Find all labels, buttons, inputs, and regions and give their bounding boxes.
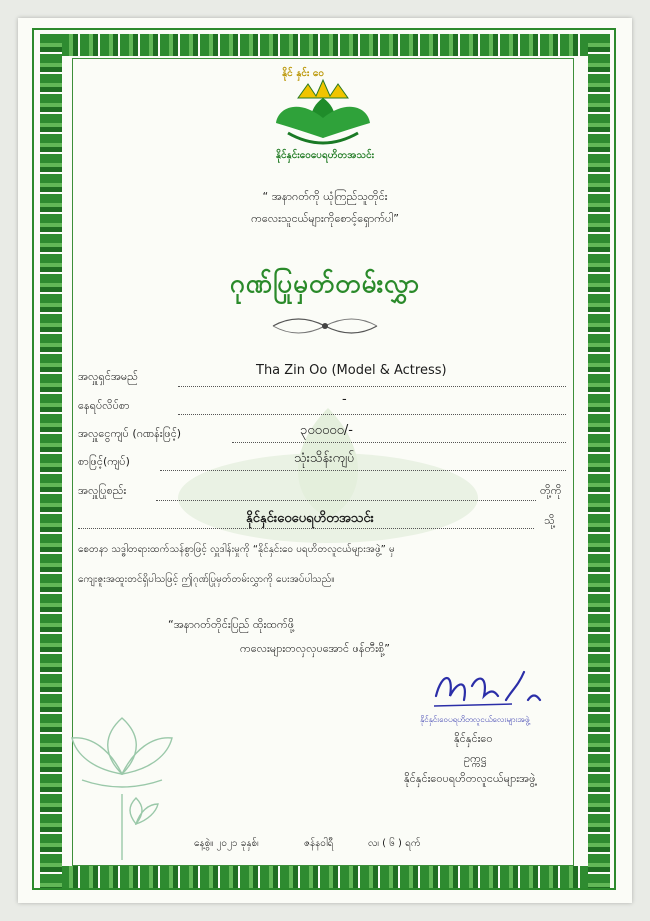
lotus-crown-logo bbox=[268, 78, 378, 148]
donor-name-line bbox=[178, 386, 566, 387]
org-line-suffix: သို့ bbox=[544, 514, 555, 527]
bottom-leaf-border bbox=[40, 866, 610, 888]
lotus-decoration bbox=[62, 714, 192, 864]
amount-words-line bbox=[160, 470, 566, 471]
amount-words-value: သုံးသိန်းကျပ် bbox=[294, 451, 355, 466]
address-label: နေရပ်လိပ်စာ bbox=[78, 399, 130, 412]
amount-number-line bbox=[232, 442, 566, 443]
amount-words-label: စာဖြင့်(ကျပ်) bbox=[78, 455, 130, 468]
signature-stamp: နိုင်နှင်းဝေပရဟိတလူငယ်လေးများအဖွဲ့ bbox=[420, 715, 530, 724]
donor-name-value: Tha Zin Oo (Model & Actress) bbox=[256, 363, 447, 378]
address-line bbox=[178, 414, 566, 415]
amount-number-value: ၃၀၀၀၀၀/- bbox=[300, 423, 353, 438]
donation-for-line bbox=[156, 500, 536, 501]
top-leaf-border bbox=[40, 34, 610, 56]
signer-title: ဥက္ကဋ္ဌ bbox=[464, 752, 487, 765]
signer-name: နိုင်နှင်းဝေ bbox=[454, 732, 493, 745]
amount-number-label: အလှူငွေကျပ် (ဂဏန်းဖြင့်) bbox=[78, 427, 182, 440]
date-part: လ၊ ( ၆ ) ရက် bbox=[368, 838, 421, 849]
slogan-line-2: ကလေးများတလှလှပအောင် ဖန်တီးစို့” bbox=[240, 642, 390, 655]
address-value: - bbox=[342, 392, 347, 407]
signature-mark bbox=[428, 666, 548, 710]
toward-suffix: တို့ကို bbox=[540, 484, 562, 497]
date-month: ဇန်နဝါရီ bbox=[304, 838, 334, 849]
certificate-sheet bbox=[18, 18, 632, 903]
org-line-value: နိုင်နှင်းဝေပေရဟိတအသင်း bbox=[246, 511, 374, 526]
logo-top-text: နိုင် နှင်း ဝေ bbox=[282, 68, 324, 79]
motto-line-2: ကလေးသူငယ်များကိုစောင့်ရှောက်ပါ” bbox=[251, 212, 399, 225]
motto-line-1: “ အနာဂတ်ကို ယုံကြည်သူတိုင်း bbox=[262, 190, 388, 203]
donation-for-label: အလှူပြုစည်း bbox=[78, 484, 127, 497]
date-day: နေ့စွဲ။ ၂၀၂၁ ခုနှစ်၊ bbox=[194, 838, 259, 849]
certificate-title: ဂုဏ်ပြုမှတ်တမ်းလွှာ bbox=[229, 269, 421, 299]
body-line-2: ကျေးဇူးအထူးတင်ရှိပါသဖြင့် ဤဂုဏ်ပြုမှတ်တမ်းလွှာကို ပေးအပ်ပါသည်။ bbox=[78, 574, 335, 585]
title-ornament bbox=[268, 314, 382, 338]
donor-name-label: အလှူရှင်အမည် bbox=[78, 370, 138, 383]
logo-org-name: နိုင်နှင်းဝေပေရဟိတအသင်း bbox=[275, 150, 375, 161]
slogan-line-1: “အနာဂတ်တိုင်းပြည် ထိုးထက်ဖို့ bbox=[168, 618, 294, 631]
body-line-1: စေတနာ သဒ္ဓါတရားထက်သန်စွာဖြင့် လှူဒါန်းမှုကို “နိုင်နှင်းဝေ ပရဟိတလူငယ်များအဖွဲ့” မှ bbox=[78, 544, 395, 555]
signer-org: နိုင်နှင်းဝေပရဟိတလူငယ်များအဖွဲ့ bbox=[404, 772, 536, 785]
